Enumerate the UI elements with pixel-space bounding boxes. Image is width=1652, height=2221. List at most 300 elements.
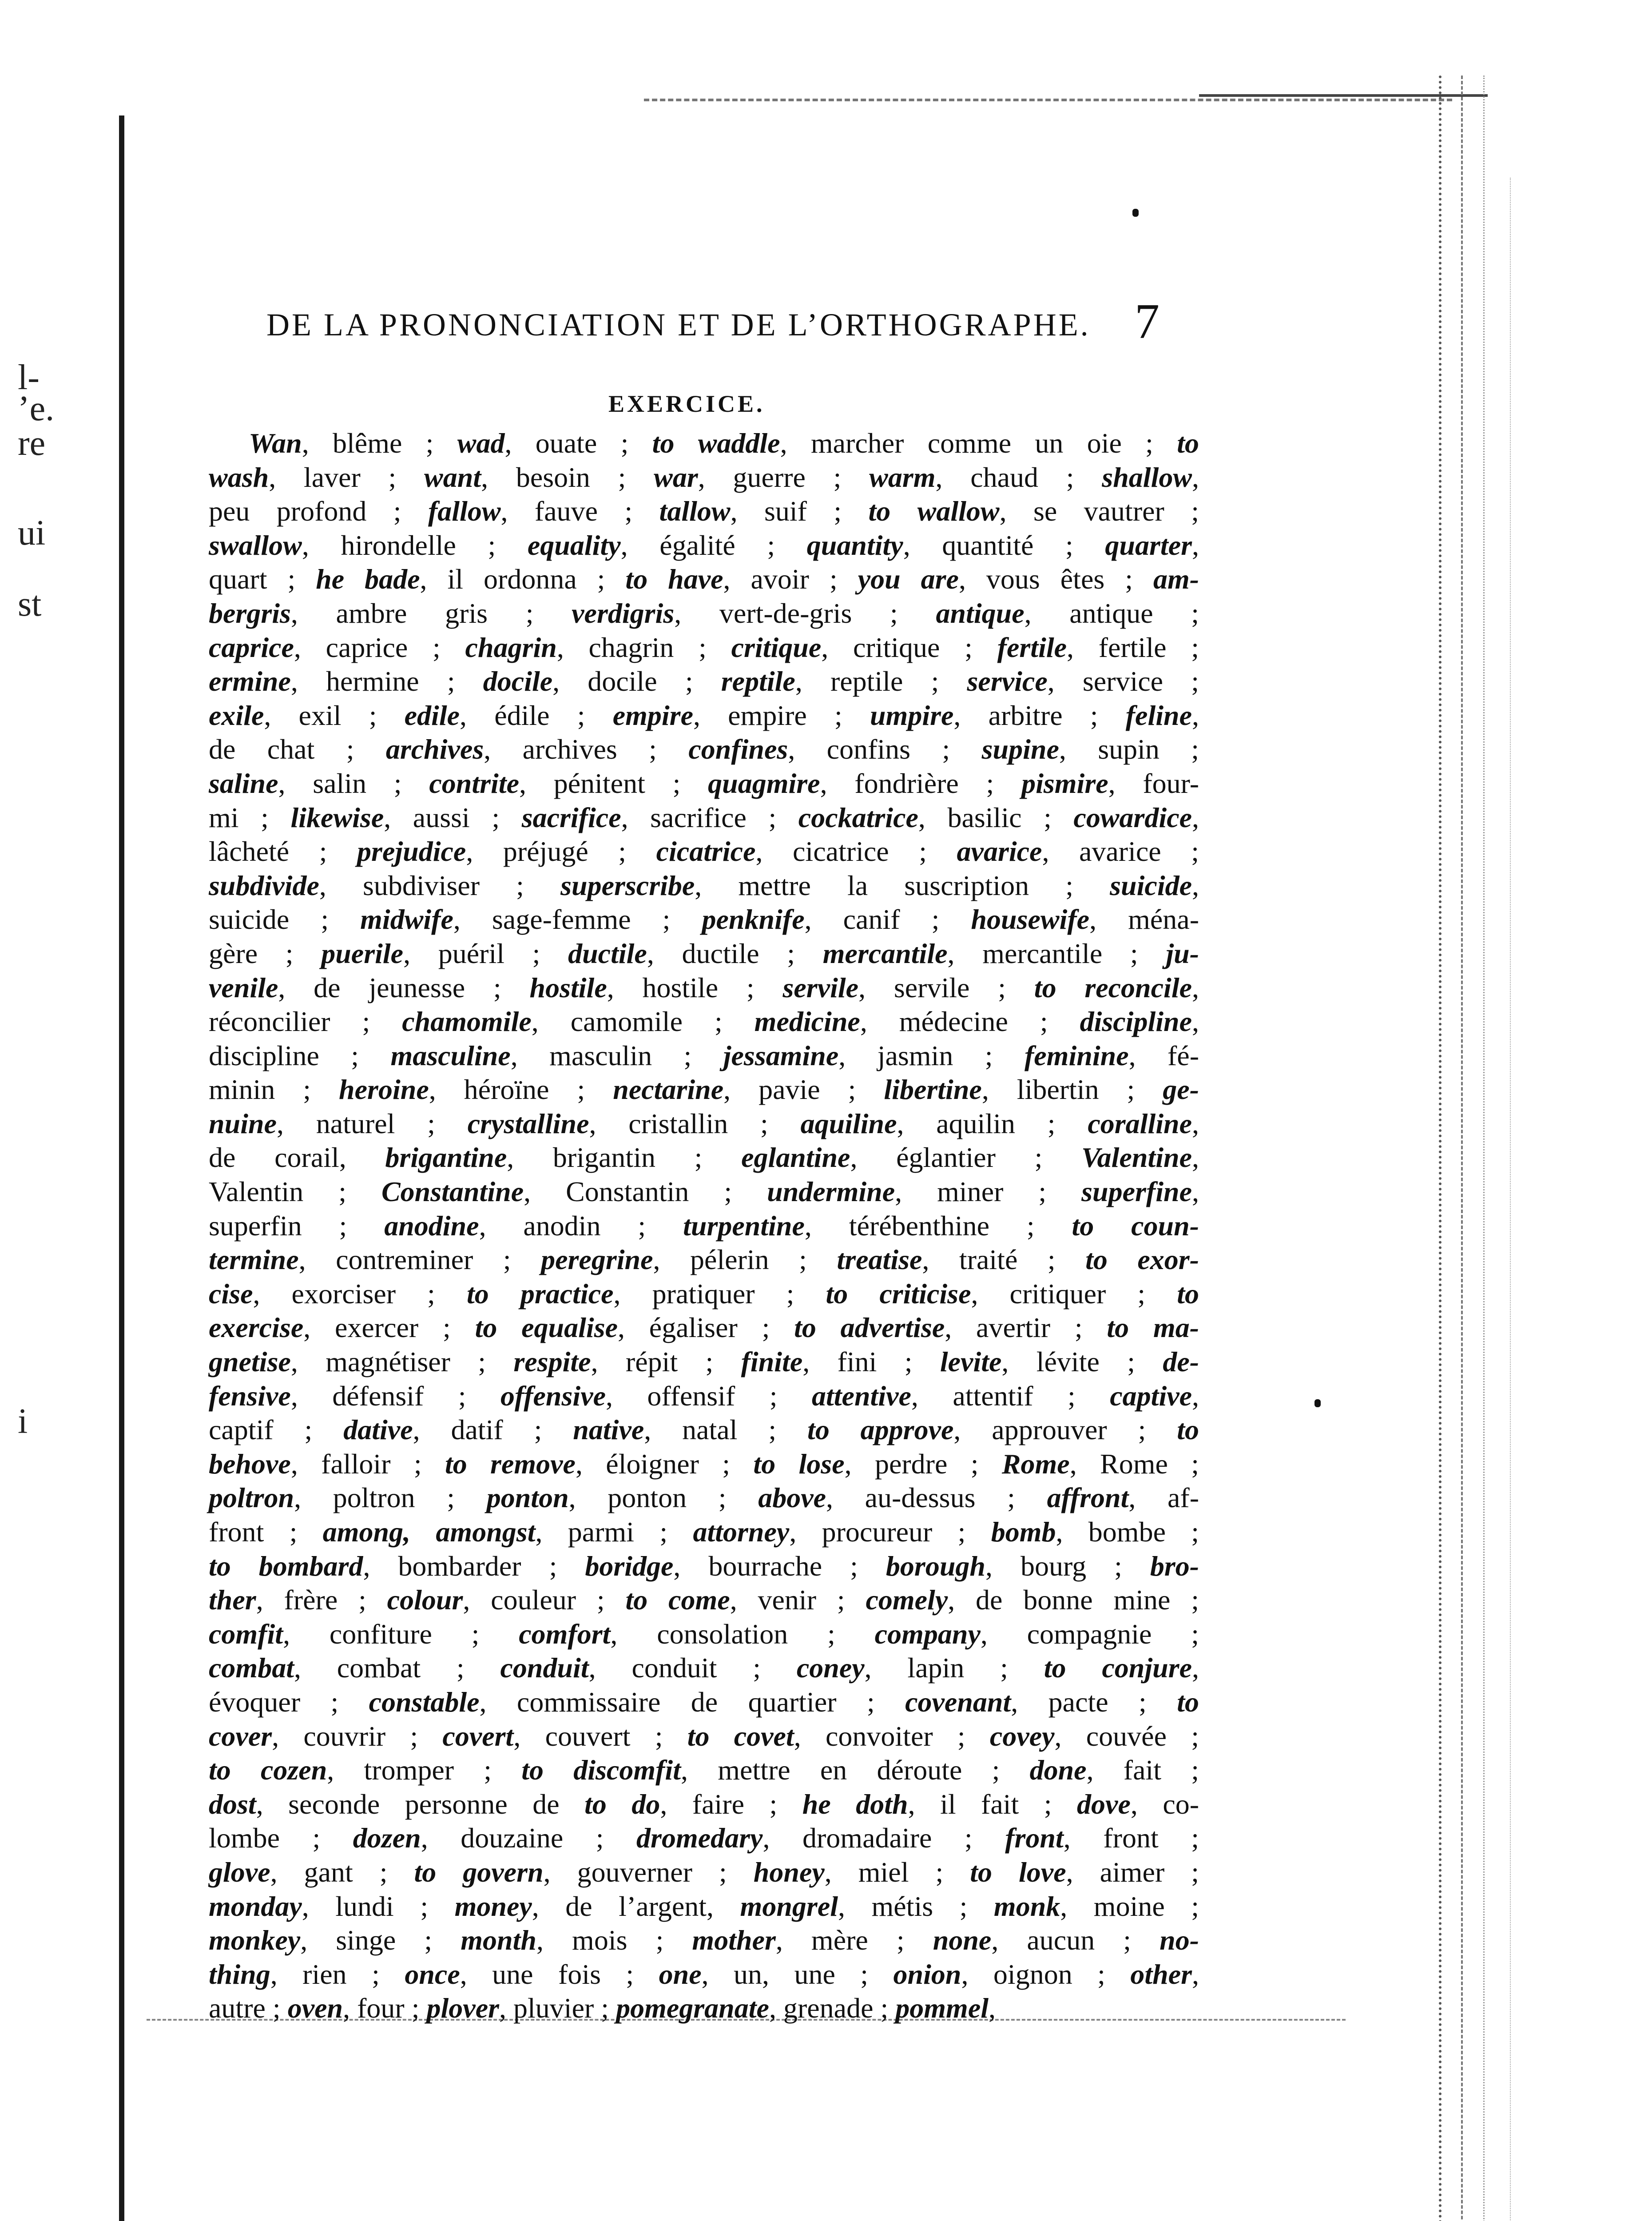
english-term: prejudice <box>357 836 466 868</box>
text-line <box>209 869 1199 903</box>
english-term: de- <box>1163 1346 1199 1378</box>
english-term: behove <box>209 1448 291 1480</box>
english-term: constable <box>369 1686 480 1718</box>
french-gloss: , de jeunesse ; <box>278 971 530 1003</box>
text-line <box>209 1583 1199 1617</box>
text-line <box>209 971 1199 1005</box>
english-term: borough <box>886 1550 985 1582</box>
french-gloss: , de l’argent, <box>532 1890 740 1922</box>
french-gloss: , hermine ; <box>290 665 483 697</box>
english-term: docile <box>483 665 553 697</box>
english-term: captive <box>1110 1380 1192 1412</box>
french-gloss: , <box>989 1992 996 2024</box>
english-term: equality <box>527 529 621 561</box>
english-term: cicatrice <box>656 836 756 868</box>
french-gloss: , perdre ; <box>844 1448 1002 1480</box>
french-gloss: , <box>1192 1652 1199 1684</box>
english-term: subdivide <box>209 869 319 901</box>
text-line <box>209 1175 1199 1209</box>
french-gloss: , co- <box>1130 1788 1199 1820</box>
english-term: to bombard <box>209 1550 363 1582</box>
english-term: to <box>1177 1686 1199 1718</box>
text-line <box>209 1515 1199 1549</box>
english-term: warm <box>869 461 936 493</box>
french-gloss: , service ; <box>1047 665 1199 697</box>
english-term: to remove <box>445 1448 576 1480</box>
french-gloss: , servile ; <box>858 971 1034 1003</box>
english-term: honey <box>753 1856 825 1888</box>
french-gloss: , il fait ; <box>908 1788 1077 1820</box>
french-gloss: , masculin ; <box>510 1039 723 1071</box>
english-term: oven <box>287 1992 343 2024</box>
english-term: superscribe <box>560 869 695 901</box>
english-term: quagmire <box>708 767 820 799</box>
english-term: to <box>1177 1278 1199 1310</box>
english-term: heroine <box>339 1074 429 1106</box>
text-line <box>209 461 1199 495</box>
french-gloss: , églantier ; <box>850 1142 1082 1174</box>
english-term: no- <box>1160 1924 1199 1956</box>
english-term: likewise <box>290 801 384 833</box>
right-edge-noise <box>1510 178 1511 2221</box>
english-term: coralline <box>1088 1107 1192 1139</box>
french-gloss: , défensif ; <box>290 1380 501 1412</box>
french-gloss: , exercer ; <box>303 1312 475 1344</box>
french-gloss: , fé- <box>1128 1039 1199 1071</box>
english-term: Constantine <box>381 1176 524 1208</box>
french-gloss: , <box>1192 1006 1199 1038</box>
english-term: nuine <box>209 1107 277 1139</box>
french-gloss: , bourrache ; <box>673 1550 886 1582</box>
english-term: peregrine <box>541 1244 653 1276</box>
french-gloss: , vous êtes ; <box>958 563 1153 595</box>
english-term: mongrel <box>740 1890 838 1922</box>
english-term: medicine <box>754 1006 860 1038</box>
text-line <box>209 903 1199 937</box>
french-gloss: , dromadaire ; <box>762 1822 1005 1854</box>
french-gloss: Valentin ; <box>209 1176 381 1208</box>
french-gloss: , se vautrer ; <box>999 495 1199 527</box>
english-term: verdigris <box>572 597 675 629</box>
english-term: shallow <box>1102 461 1192 493</box>
text-line <box>209 529 1199 563</box>
french-gloss: , pélerin ; <box>653 1244 837 1276</box>
english-term: to have <box>625 563 723 595</box>
english-term: ermine <box>209 665 291 697</box>
french-gloss: , édile ; <box>460 699 613 731</box>
english-term: want <box>424 461 481 493</box>
english-term: sacrifice <box>521 801 621 833</box>
top-edge-rule <box>644 99 1452 101</box>
english-term: housewife <box>971 904 1090 935</box>
text-line <box>209 937 1199 971</box>
english-term: monk <box>993 1890 1060 1922</box>
english-term: pomegranate <box>616 1992 769 2024</box>
english-term: reptile <box>721 665 795 697</box>
english-term: combat <box>209 1652 294 1684</box>
french-gloss: , four ; <box>343 1992 427 2024</box>
english-term: archives <box>385 733 484 765</box>
french-gloss: , guerre ; <box>698 461 870 493</box>
english-term: treatise <box>837 1244 922 1276</box>
french-gloss: , un, une ; <box>701 1958 894 1990</box>
french-gloss: , couvée ; <box>1054 1720 1199 1752</box>
english-term: feline <box>1125 699 1192 731</box>
english-term: to advertise <box>794 1312 945 1344</box>
english-term: pismire <box>1021 767 1108 799</box>
french-gloss: , pavie ; <box>723 1074 884 1106</box>
french-gloss: , conduit ; <box>588 1652 797 1684</box>
english-term: once <box>405 1958 460 1990</box>
english-term: offensive <box>500 1380 606 1412</box>
body-text <box>209 426 1199 2026</box>
english-term: termine <box>209 1244 299 1276</box>
french-gloss: , mois ; <box>536 1924 692 1956</box>
text-line <box>209 1039 1199 1073</box>
english-term: comfit <box>209 1618 283 1650</box>
english-term: colour <box>387 1584 463 1616</box>
ink-speck <box>1314 1399 1321 1407</box>
french-gloss: minin ; <box>209 1074 339 1106</box>
french-gloss: , vert-de-gris ; <box>674 597 936 629</box>
english-term: plover <box>426 1992 499 2024</box>
english-term: gnetise <box>209 1346 291 1378</box>
english-term: comely <box>866 1584 948 1616</box>
french-gloss: , confiture ; <box>283 1618 519 1650</box>
text-line <box>209 732 1199 767</box>
french-gloss: , douzaine ; <box>421 1822 637 1854</box>
english-term: to love <box>970 1856 1066 1888</box>
french-gloss: , empire ; <box>693 699 870 731</box>
french-gloss: , cicatrice ; <box>755 836 957 868</box>
english-term: chamomile <box>402 1006 532 1038</box>
text-line <box>209 1209 1199 1243</box>
text-line <box>209 1243 1199 1277</box>
ink-speck <box>1132 209 1139 217</box>
french-gloss: , aussi ; <box>384 801 522 833</box>
margin-fragment: st <box>18 585 42 624</box>
french-gloss: , <box>1192 1380 1199 1412</box>
french-gloss: , consolation ; <box>610 1618 875 1650</box>
french-gloss: mi ; <box>209 801 291 833</box>
text-line <box>209 1787 1199 1822</box>
french-gloss: quart ; <box>209 563 316 595</box>
text-line <box>209 1481 1199 1515</box>
english-term: quantity <box>806 529 903 561</box>
english-term: cover <box>209 1720 272 1752</box>
english-term: bergris <box>209 597 291 629</box>
french-gloss: , avoir ; <box>723 563 858 595</box>
english-term: to ma- <box>1107 1312 1199 1344</box>
english-term: respite <box>513 1346 591 1378</box>
french-gloss: , avertir ; <box>945 1312 1107 1344</box>
french-gloss: , laver ; <box>269 461 425 493</box>
text-line <box>209 1685 1199 1719</box>
english-term: native <box>573 1414 644 1446</box>
english-term: to approve <box>807 1414 954 1446</box>
english-term: avarice <box>957 836 1042 868</box>
french-gloss: , besoin ; <box>481 461 654 493</box>
english-term: monkey <box>209 1924 301 1956</box>
text-line <box>209 1345 1199 1379</box>
english-term: anodine <box>384 1210 479 1242</box>
french-gloss: superfin ; <box>209 1210 385 1242</box>
english-term: antique <box>936 597 1025 629</box>
english-term: attorney <box>693 1516 790 1548</box>
french-gloss: , seconde personne de <box>256 1788 585 1820</box>
text-line <box>209 801 1199 835</box>
english-term: covey <box>989 1720 1055 1752</box>
french-gloss: , mettre en déroute ; <box>681 1754 1030 1786</box>
french-gloss: , fait ; <box>1086 1754 1199 1786</box>
top-edge-rule-solid <box>1199 94 1488 97</box>
french-gloss: autre ; <box>209 1992 288 2024</box>
french-gloss: , mercantile ; <box>947 937 1166 969</box>
text-line <box>209 1413 1199 1447</box>
french-gloss: , térébenthine ; <box>804 1210 1072 1242</box>
english-term: ponton <box>486 1482 569 1514</box>
english-term: confines <box>688 733 788 765</box>
english-term: glove <box>209 1856 270 1888</box>
french-gloss: , pénitent ; <box>519 767 708 799</box>
text-line <box>209 562 1199 597</box>
french-gloss: , préjugé ; <box>466 836 656 868</box>
english-term: libertine <box>884 1074 982 1106</box>
french-gloss: , bombe ; <box>1056 1516 1199 1548</box>
english-term: empire <box>612 699 693 731</box>
french-gloss: , antique ; <box>1024 597 1199 629</box>
french-gloss: , grenade ; <box>769 1992 896 2024</box>
text-line <box>209 1617 1199 1652</box>
english-term: undermine <box>767 1176 895 1208</box>
french-gloss: , lundi ; <box>302 1890 455 1922</box>
text-line <box>209 665 1199 699</box>
english-term: war <box>654 461 698 493</box>
english-term: onion <box>893 1958 961 1990</box>
english-term: to reconcile <box>1034 971 1192 1003</box>
english-term: wad <box>457 427 505 459</box>
english-term: to govern <box>414 1856 544 1888</box>
french-gloss: , basilic ; <box>918 801 1074 833</box>
french-gloss: , <box>1192 801 1199 833</box>
english-term: levite <box>940 1346 1002 1378</box>
french-gloss: , anodin ; <box>479 1210 683 1242</box>
french-gloss: , ouate ; <box>504 427 652 459</box>
english-term: mercantile <box>822 937 948 969</box>
french-gloss: , arbitre ; <box>953 699 1126 731</box>
french-gloss: , af- <box>1128 1482 1199 1514</box>
french-gloss: , puéril ; <box>403 937 568 969</box>
english-term: above <box>758 1482 826 1514</box>
english-term: cowardice <box>1073 801 1192 833</box>
english-term: dove <box>1077 1788 1131 1820</box>
english-term: tallow <box>659 495 731 527</box>
french-gloss: , libertin ; <box>981 1074 1163 1106</box>
english-term: he bade <box>316 563 420 595</box>
english-term: masculine <box>390 1039 511 1071</box>
french-gloss: , de bonne mine ; <box>948 1584 1199 1616</box>
english-term: poltron <box>209 1482 294 1514</box>
text-line <box>209 767 1199 801</box>
french-gloss: , miner ; <box>895 1176 1082 1208</box>
french-gloss: , hirondelle ; <box>302 529 528 561</box>
french-gloss: , traité ; <box>922 1244 1086 1276</box>
english-term: fallow <box>428 495 501 527</box>
english-term: nectarine <box>613 1074 724 1106</box>
french-gloss: , compagnie ; <box>980 1618 1199 1650</box>
french-gloss: , <box>1192 1958 1199 1990</box>
text-line <box>209 1890 1199 1924</box>
french-gloss: , couleur ; <box>463 1584 626 1616</box>
english-term: umpire <box>870 699 954 731</box>
english-term: you are <box>858 563 959 595</box>
french-gloss: , pratiquer ; <box>613 1278 826 1310</box>
french-gloss: , convoiter ; <box>794 1720 990 1752</box>
french-gloss: , égalité ; <box>620 529 807 561</box>
french-gloss: , critique ; <box>821 631 997 663</box>
english-term: superfine <box>1081 1176 1192 1208</box>
english-term: aquiline <box>800 1107 897 1139</box>
french-gloss: , couvrir ; <box>272 1720 443 1752</box>
margin-fragment: ui <box>18 513 46 553</box>
binding-line <box>119 115 124 2221</box>
english-term: dost <box>209 1788 256 1820</box>
french-gloss: évoquer ; <box>209 1686 369 1718</box>
english-term: Valentine <box>1081 1142 1192 1174</box>
english-term: to come <box>625 1584 730 1616</box>
french-gloss: , approuver ; <box>953 1414 1177 1446</box>
french-gloss: , critiquer ; <box>971 1278 1177 1310</box>
text-line <box>209 1107 1199 1141</box>
margin-fragment: i <box>18 1402 28 1441</box>
french-gloss: , ambre gris ; <box>290 597 572 629</box>
text-line <box>209 835 1199 869</box>
english-term: covert <box>442 1720 514 1752</box>
english-term: front <box>1005 1822 1064 1854</box>
text-line <box>209 426 1199 461</box>
french-gloss: , venir ; <box>730 1584 866 1616</box>
french-gloss: , héroïne ; <box>429 1074 613 1106</box>
french-gloss: , canif ; <box>804 904 971 935</box>
english-term: none <box>933 1924 992 1956</box>
english-term: edile <box>404 699 460 731</box>
french-gloss: , miel ; <box>824 1856 970 1888</box>
section-title: EXERCICE. <box>608 390 765 417</box>
english-term: supine <box>981 733 1059 765</box>
french-gloss: , subdiviser ; <box>319 869 561 901</box>
english-term: coney <box>796 1652 865 1684</box>
french-gloss: , avarice ; <box>1042 836 1199 868</box>
english-term: to equalise <box>475 1312 618 1344</box>
english-term: money <box>454 1890 532 1922</box>
text-line <box>209 1549 1199 1584</box>
text-line <box>209 699 1199 733</box>
french-gloss: , oignon ; <box>961 1958 1131 1990</box>
english-term: cise <box>209 1278 253 1310</box>
french-gloss: lombe ; <box>209 1822 353 1854</box>
english-term: quarter <box>1105 529 1192 561</box>
english-term: critique <box>731 631 822 663</box>
french-gloss: , natal ; <box>644 1414 808 1446</box>
text-line <box>209 1311 1199 1345</box>
english-term: feminine <box>1024 1039 1129 1071</box>
english-term: jessamine <box>723 1039 839 1071</box>
english-term: to exor- <box>1085 1244 1199 1276</box>
french-gloss: , ductile ; <box>647 937 823 969</box>
french-gloss: , gouverner ; <box>543 1856 754 1888</box>
text-line <box>209 1277 1199 1311</box>
french-gloss: , fertile ; <box>1067 631 1199 663</box>
french-gloss: , magnétiser ; <box>290 1346 514 1378</box>
french-gloss: , commissaire de quartier ; <box>479 1686 905 1718</box>
text-line <box>209 1991 1199 2026</box>
french-gloss: , datif ; <box>413 1414 573 1446</box>
english-term: to coun- <box>1072 1210 1199 1242</box>
french-gloss: , couvert ; <box>513 1720 687 1752</box>
english-term: monday <box>209 1890 302 1922</box>
english-term: to <box>1177 427 1199 459</box>
text-line <box>209 1651 1199 1685</box>
english-term: mother <box>692 1924 776 1956</box>
english-term: to wallow <box>868 495 1000 527</box>
french-gloss: , <box>1192 699 1199 731</box>
english-term: hostile <box>529 971 607 1003</box>
french-gloss: , blême ; <box>302 427 457 459</box>
french-gloss: , mettre la suscription ; <box>695 869 1110 901</box>
french-gloss: , four- <box>1108 767 1199 799</box>
text-line <box>209 494 1199 529</box>
english-term: turpentine <box>683 1210 805 1242</box>
french-gloss: , naturel ; <box>276 1107 468 1139</box>
french-gloss: , <box>1192 529 1199 561</box>
french-gloss: , chaud ; <box>935 461 1102 493</box>
english-term: caprice <box>209 631 294 663</box>
english-term: to cozen <box>209 1754 327 1786</box>
english-term: service <box>967 665 1048 697</box>
english-term: eglantine <box>741 1142 850 1174</box>
english-term: swallow <box>209 529 302 561</box>
french-gloss: , singe ; <box>300 1924 461 1956</box>
french-gloss: , au-dessus ; <box>826 1482 1047 1514</box>
french-gloss: , Constantin ; <box>524 1176 767 1208</box>
english-term: covenant <box>905 1686 1011 1718</box>
french-gloss: , répit ; <box>591 1346 741 1378</box>
french-gloss: , métis ; <box>838 1890 994 1922</box>
english-term: midwife <box>360 904 453 935</box>
french-gloss: lâcheté ; <box>209 836 357 868</box>
french-gloss: , aimer ; <box>1066 1856 1199 1888</box>
english-term: dozen <box>353 1822 421 1854</box>
french-gloss: , bourg ; <box>985 1550 1150 1582</box>
english-term: pommel <box>895 1992 989 2024</box>
french-gloss: front ; <box>209 1516 323 1548</box>
running-head: DE LA PRONONCIATION ET DE L’ORTHOGRAPHE. <box>266 307 1091 342</box>
english-term: to waddle <box>652 427 780 459</box>
french-gloss: , confins ; <box>788 733 982 765</box>
english-term: cockatrice <box>798 801 918 833</box>
french-gloss: , ména- <box>1089 904 1199 935</box>
french-gloss: , éloigner ; <box>575 1448 754 1480</box>
french-gloss: , exorciser ; <box>253 1278 467 1310</box>
english-term: among, amongst <box>322 1516 536 1548</box>
english-term: one <box>659 1958 702 1990</box>
french-gloss: de chat ; <box>209 733 386 765</box>
english-term: ther <box>209 1584 256 1616</box>
french-gloss: réconcilier ; <box>209 1006 402 1038</box>
text-line <box>209 1719 1199 1754</box>
english-term: Rome <box>1001 1448 1070 1480</box>
french-gloss: , égaliser ; <box>618 1312 794 1344</box>
